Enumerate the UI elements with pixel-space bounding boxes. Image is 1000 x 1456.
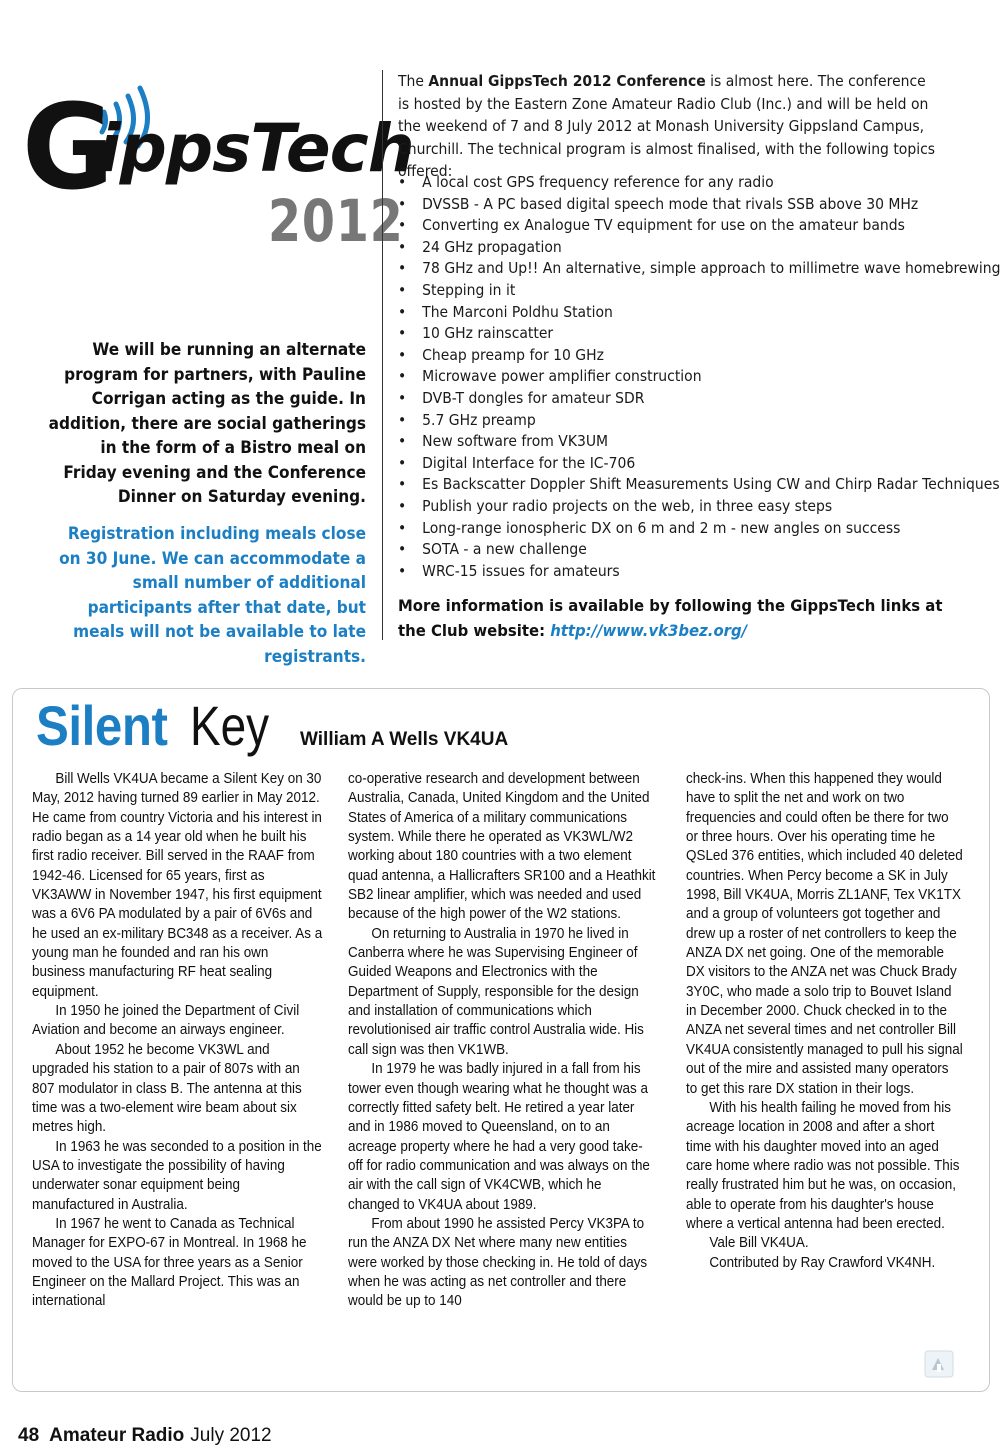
topic-list [398, 172, 1000, 582]
list-item: • Converting ex Analogue TV equipment for use on the amateur bands [398, 215, 956, 237]
list-item: • Microwave power amplifier construction [398, 366, 956, 388]
article-column-1 [32, 770, 324, 1312]
paragraph: Vale Bill VK4UA. [709, 1235, 809, 1252]
paragraph: About 1952 he become VK3WL and upgraded his station to a pair of 807s with an 807 modulator in class B. The antenna at this time was a two-element wire beam about six metres high. [32, 1041, 302, 1136]
list-item: • Digital Interface for the IC-706 [398, 453, 956, 475]
club-website-link[interactable]: http://www.vk3bez.org/ [550, 621, 748, 640]
magazine-name: Amateur Radio [49, 1425, 185, 1446]
paragraph: In 1967 he went to Canada as Technical Manager for EXPO-67 in Montreal. In 1968 he moved to the USA for three years as a Senior Engineer on the Mallard Project. This was an international [32, 1215, 307, 1310]
list-item: • 78 GHz and Up!! An alternative, simple approach to millimetre wave homebrewing [398, 258, 956, 280]
article-end-icon [924, 1350, 954, 1378]
list-item: • New software from VK3UM [398, 431, 956, 453]
list-item: • The Marconi Poldhu Station [398, 302, 956, 324]
logo-name: ippsTech [98, 110, 414, 187]
paragraph: On returning to Australia in 1970 he lived in Canberra where he was Supervising Engineer of Guided Weapons and Electronics with the Department of Supply, responsible for the design and installation of communications which revolutionised air traffic control Australia wide. His call sign was then VK1WB. [348, 925, 644, 1058]
list-item: • DVB-T dongles for amateur SDR [398, 388, 956, 410]
paragraph: From about 1990 he assisted Percy VK3PA to run the ANZA DX Net where many new entities were worked by those checking in. He told of days when he was acting as net controller and there would be up to 140 [348, 1215, 648, 1310]
conference-intro [398, 70, 937, 183]
partners-program-text: We will be running an alternate program for partners, with Pauline Corrigan acting as the guide. In addition, there are social gatherings in the form of a Bistro meal on Friday evening and the Conference Dinner on Saturday evening. [48, 340, 366, 506]
list-item: • A local cost GPS frequency reference for any radio [398, 172, 956, 194]
conference-name: Annual GippsTech 2012 Conference [428, 72, 706, 90]
list-item: • Cheap preamp for 10 GHz [398, 345, 956, 367]
article-column-2 [348, 770, 657, 1312]
issue-date: July 2012 [190, 1425, 272, 1446]
list-item: • Publish your radio projects on the web, in three easy steps [398, 496, 956, 518]
intro-text: is almost here. The conference is hosted by the Eastern Zone Amateur Radio Club (Inc.) and will be held on the weekend of 7 and 8 July 2012 at Monash University Gippsland Campus, Churchill. The technical program is almost finalised, with the following topics offered: [398, 72, 936, 181]
paragraph: In 1950 he joined the Department of Civil Aviation and become an airways engineer. [32, 1003, 300, 1039]
registration-text: Registration including meals close on 30 June. We can accommodate a small number of additional participants after that date, but meals will not be available to late registrants. [59, 524, 367, 666]
paragraph: In 1963 he was seconded to a position in the USA to investigate the possibility of having underwater sonar equipment being manufactured in Australia. [32, 1138, 322, 1213]
paragraph: co-operative research and development between Australia, Canada, United Kingdom and the United States of America of a military communications system. While there he operated as VK3WL/W2 working about 180 countries with a two element quad antenna, a Hallicrafters SR100 and a Heathkit SB2 linear amplifier, which was needed and used because of the high power of the W2 stations. [348, 771, 656, 923]
intro-prefix: The [398, 72, 429, 90]
page-footer [18, 1426, 272, 1445]
list-item: • 24 GHz propagation [398, 237, 956, 259]
list-item: • SOTA - a new challenge [398, 539, 956, 561]
column-divider [382, 70, 383, 640]
paragraph: Contributed by Ray Crawford VK4NH. [709, 1254, 936, 1271]
list-item: • Es Backscatter Doppler Shift Measurements Using CW and Chirp Radar Techniques [398, 474, 956, 496]
more-info [398, 593, 956, 643]
heading-silent: Silent [36, 694, 168, 757]
more-info-text: More information is available by following the GippsTech links at the Club website: [398, 596, 943, 640]
article-byline: William A Wells VK4UA [300, 729, 509, 750]
page-number: 48 [18, 1425, 40, 1446]
logo-letter-g: G [22, 78, 115, 216]
paragraph: In 1979 he was badly injured in a fall from his tower even though wearing what he thought was a correctly fitted safety belt. He retired a year later and in 1986 moved to Queensland, on to an acreage property where he had a very good take-off for radio communication and was always on the air with the call sign of VK4CWB, which he changed to VK4UA about 1989. [348, 1061, 650, 1213]
heading-key: Key [190, 694, 270, 757]
list-item: • WRC-15 issues for amateurs [398, 561, 956, 583]
logo-year: 2012 [268, 187, 404, 255]
list-item: • DVSSB - A PC based digital speech mode that rivals SSB above 30 MHz [398, 194, 956, 216]
article-column-3 [686, 770, 963, 1273]
paragraph: check-ins. When this happened they would have to split the net and work on two frequencies and could often be there for two or three hours. Over his operating time he QSLed 376 entities, which included 40 deleted countries. When Percy become a SK in July 1998, Bill VK4UA, Morris ZL1ANF, Tex VK1TX and a group of volunteers got together and drew up a roster of net controllers to keep the ANZA DX net going. One of the memorable DX visitors to the ANZA net was Chuck Brady 3Y0C, who made a solo trip to Bouvet Island in December 2000. Chuck checked in to the ANZA net several times and net controller Bill VK4UA consistently managed to pull his signal out of the mire and assisted many operators to get this rare DX station in their logs. [686, 771, 963, 1097]
list-item: • 5.7 GHz preamp [398, 410, 956, 432]
list-item: • 10 GHz rainscatter [398, 323, 956, 345]
paragraph: With his health failing he moved from his acreage location in 2008 and after a short time with his daughter moved into an aged care home where radio was not possible. This really frustrated him but he was, on occasion, able to operate from his daughter's house where a vertical antenna had been erected. [686, 1099, 960, 1232]
list-item: • Stepping in it [398, 280, 956, 302]
paragraph: Bill Wells VK4UA became a Silent Key on 30 May, 2012 having turned 89 earlier in May 2012. He came from country Victoria and his interest in radio began as a 14 year old when he built his first radio receiver. Bill served in the RAAF from 1942-46. Licensed for 65 years, first as VK3AWW in November 1947, his first equipment was a 6V6 PA modulated by a pair of 6V6s and he used an ex-military BC348 as a receiver. As a young man he founded and ran his own business manufacturing RF heat sealing equipment. [32, 771, 323, 1000]
list-item: • Long-range ionospheric DX on 6 m and 2 m - new angles on success [398, 518, 956, 540]
